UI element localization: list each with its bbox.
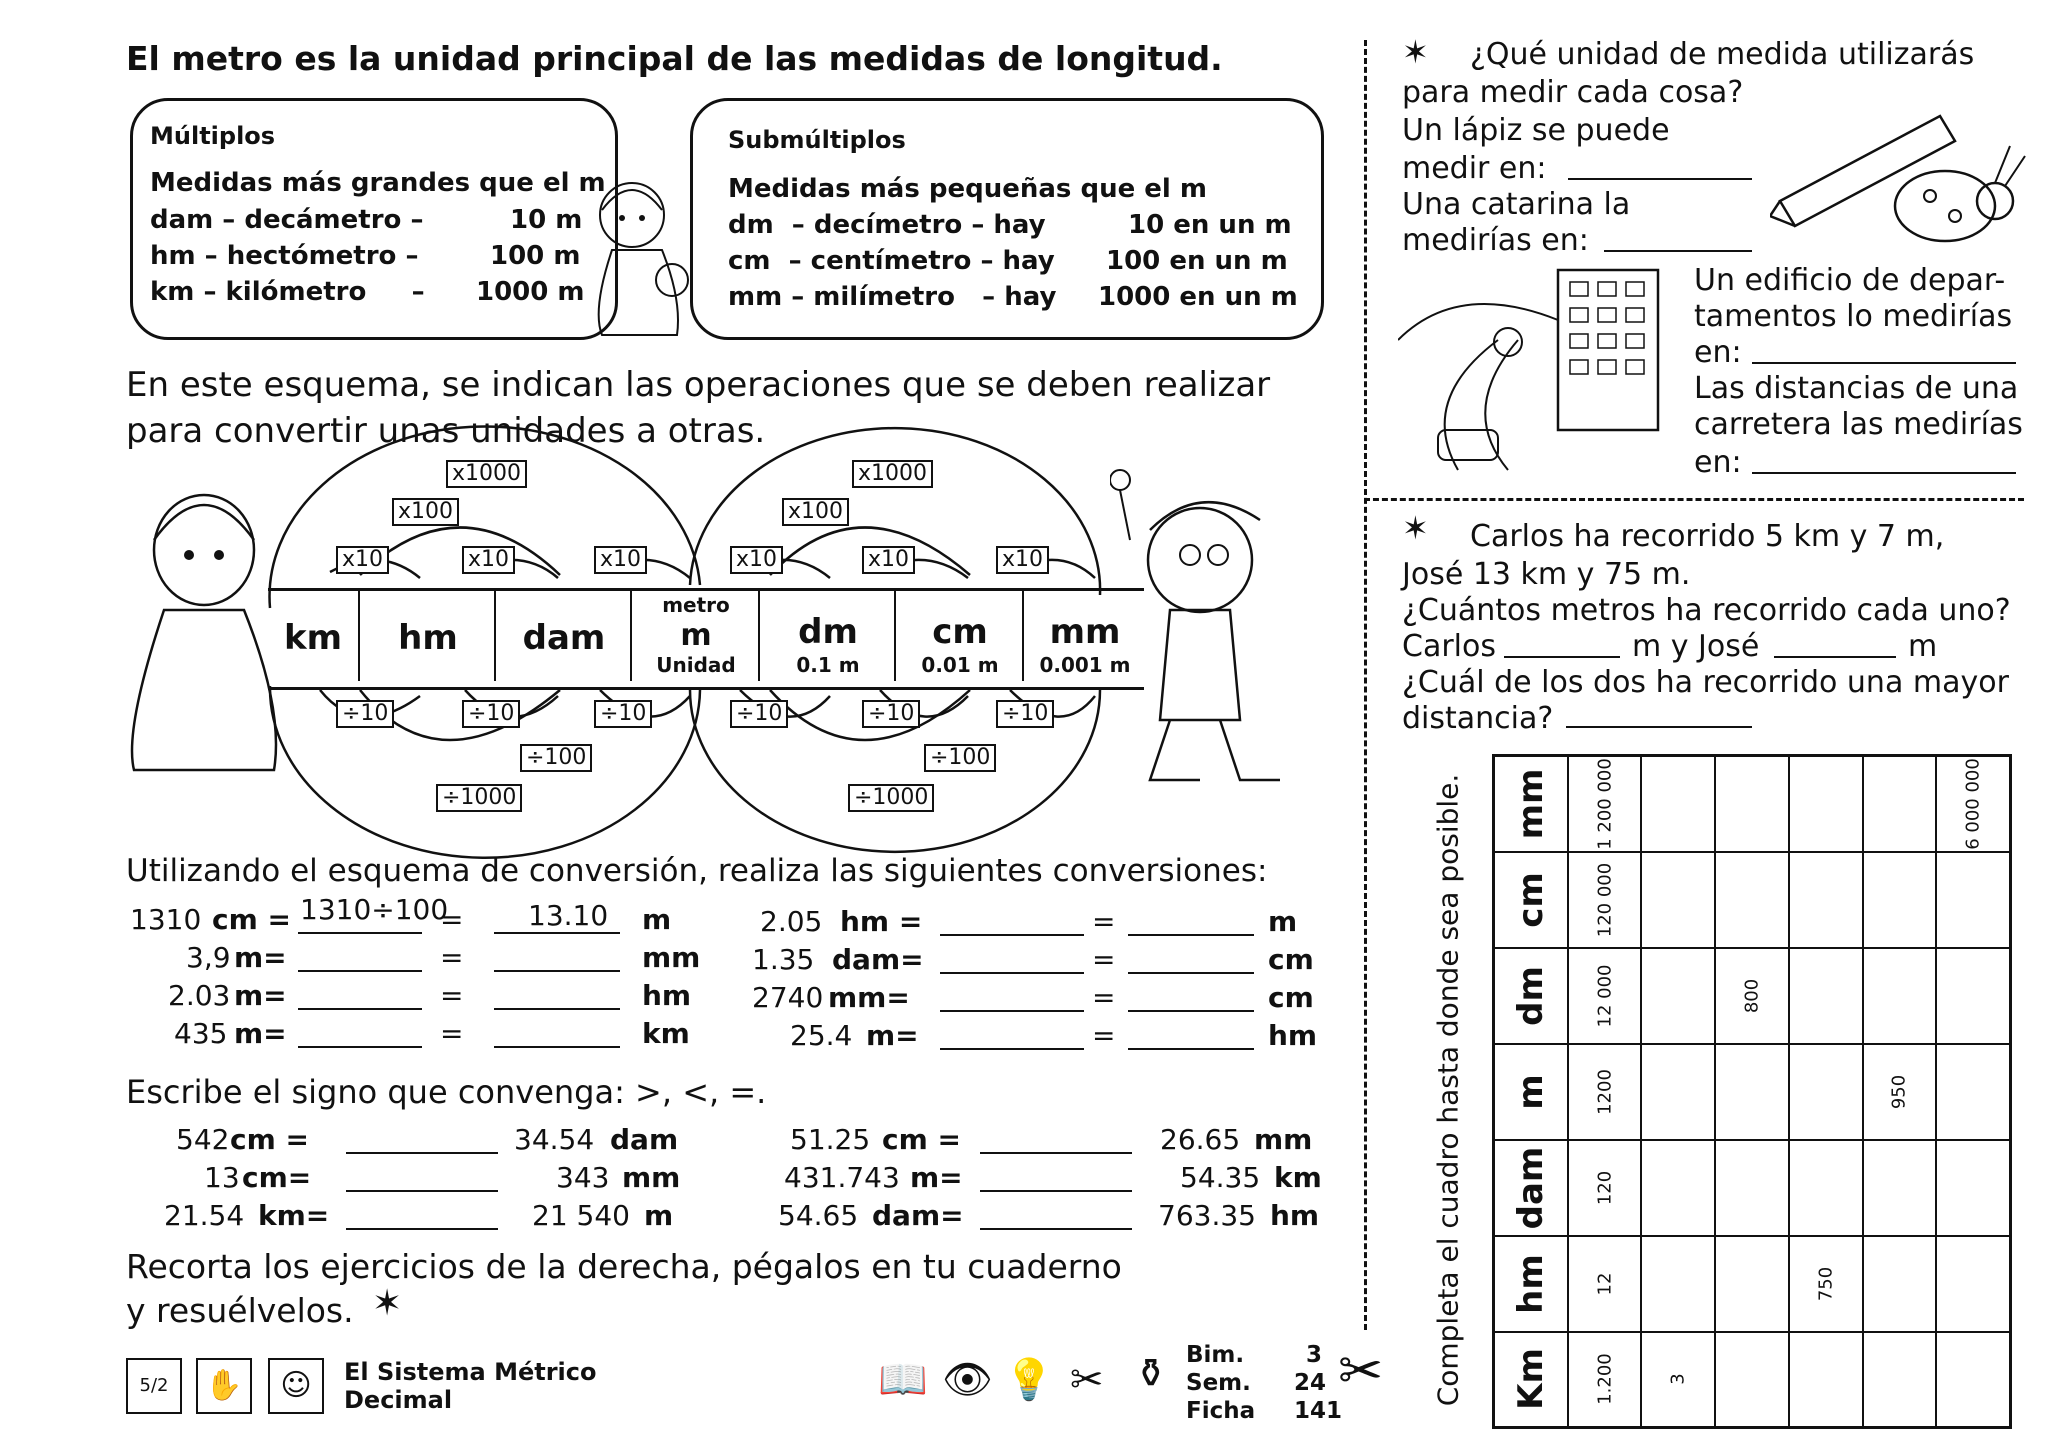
multiples-row-dam-value: 10 m [510,205,583,235]
table-cell[interactable] [1936,948,2010,1044]
tag-x10-cm: x10 [996,546,1049,574]
table-cell[interactable] [1936,1044,2010,1140]
q1-road-line1: Las distancias de una [1694,371,2019,406]
multiples-row-km: km – kilómetro – [150,277,425,307]
table-cell[interactable] [1715,1236,1789,1332]
table-cell[interactable] [1641,756,1715,852]
tag-x10-hm: x10 [462,546,515,574]
scheme-unit-km: km [283,618,343,658]
table-unit-cell: cm [1494,852,1568,948]
q2-line5: ¿Cuál de los dos ha recorrido una mayor [1402,665,2009,700]
main-heading: El metro es la unidad principal de las medidas de longitud. [126,39,1223,78]
submultiples-title: Submúltiplos [728,126,906,154]
table-cell[interactable] [1641,948,1715,1044]
tag-div10-m: ÷10 [594,700,652,728]
tag-div1000-right: ÷1000 [848,784,934,812]
table-cell[interactable]: 120 000 [1568,852,1642,948]
q1-road-line3: en: [1694,445,1742,480]
hand-icon: ✋ [196,1358,252,1414]
table-cell[interactable]: 6 000 000 [1936,756,2010,852]
conversion-table [1492,754,2012,1429]
table-cell[interactable] [1936,1236,2010,1332]
table-cell[interactable]: 3 [1641,1332,1715,1428]
table-cell[interactable] [1715,756,1789,852]
table-unit-cell: m [1494,1044,1568,1140]
tag-div10-mm: ÷10 [996,700,1054,728]
cut-line-vertical [1364,40,1367,1330]
table-unit-cell: dm [1494,948,1568,1044]
q1-line2: para medir cada cosa? [1402,75,1744,110]
person-icon: ☺ [268,1358,324,1414]
tag-x10-km: x10 [336,546,389,574]
table-cell[interactable]: 800 [1715,948,1789,1044]
q2-m-label: m [1908,629,1938,664]
q2-carlos-answer[interactable] [1504,656,1620,658]
table-cell[interactable] [1715,852,1789,948]
q2-cricket-icon: ✶ [1402,509,1429,547]
boy-illustration [1110,460,1300,790]
q1-line1: ¿Qué unidad de medida utilizarás [1470,37,1975,72]
tag-x10-dm: x10 [862,546,915,574]
table-unit-cell: Km [1494,1332,1568,1428]
table-cell[interactable] [1715,1332,1789,1428]
multiples-row-hm-value: 100 m [490,241,581,271]
submultiples-row-mm: mm – milímetro – hay [728,282,1057,312]
table-row [1494,1332,2011,1428]
q2-distance-answer[interactable] [1566,726,1752,728]
table-cell[interactable]: 1.200 [1568,1332,1642,1428]
q2-carlos-label: Carlos [1402,629,1496,664]
idea-icon: 💡 [1004,1357,1054,1403]
q2-line3: ¿Cuántos metros ha recorrido cada uno? [1402,593,2011,628]
multiples-row-km-value: 1000 m [476,277,585,307]
table-cell[interactable] [1641,852,1715,948]
table-cell[interactable] [1863,852,1937,948]
q1-building-answer[interactable] [1752,362,2016,364]
table-cell[interactable]: 950 [1863,1044,1937,1140]
q2-line2: José 13 km y 75 m. [1402,557,1691,592]
q1-building-line1: Un edificio de depar- [1694,263,2006,298]
table-cell[interactable] [1641,1140,1715,1236]
q1-pencil-answer[interactable] [1568,178,1752,180]
table-unit-cell: hm [1494,1236,1568,1332]
table-cell[interactable] [1789,1044,1863,1140]
submultiples-row-dm-value: 10 en un m [1128,210,1292,240]
scheme-unit-dm: dm 0.1 m [758,591,896,681]
table-unit-cell: mm [1494,756,1568,852]
table-cell[interactable]: 1200 [1568,1044,1642,1140]
q2-mid-label: m y José [1632,629,1760,664]
multiples-row-dam: dam – decámetro – [150,205,424,235]
table-cell[interactable] [1863,756,1937,852]
scheme-intro-line1: En este esquema, se indican las operaciones que se deben realizar [126,365,1271,405]
multiples-row-hm: hm – hectómetro – [150,241,419,271]
q1-pencil-line1: Un lápiz se puede [1402,113,1670,148]
tag-x100-left: x100 [392,498,459,526]
scheme-unit-cm: cm 0.01 m [894,591,1024,681]
table-unit-cell: dam [1494,1140,1568,1236]
table-cell[interactable] [1863,1236,1937,1332]
q2-line1: Carlos ha recorrido 5 km y 7 m, [1470,519,1945,554]
pencil-ladybug-illustration [1770,106,2030,256]
conversions-title: Utilizando el esquema de conversión, realiza las siguientes conversiones: [126,853,1268,889]
table-cell[interactable] [1641,1236,1715,1332]
table-cell[interactable]: 12 000 [1568,948,1642,1044]
scissors-icon: ✂ [1070,1357,1104,1403]
tag-x10-dam: x10 [594,546,647,574]
multiples-subtitle: Medidas más grandes que el m [150,168,606,198]
tag-div10-hm: ÷10 [336,700,394,728]
submultiples-subtitle: Medidas más pequeñas que el m [728,174,1207,204]
q1-road-answer[interactable] [1752,472,2016,474]
table-cell[interactable] [1936,852,2010,948]
q2-jose-answer[interactable] [1774,656,1896,658]
q1-road-line2: carretera las medirías [1694,407,2023,442]
footer-title-line2: Decimal [344,1386,453,1414]
q1-ladybug-line2: medirías en: [1402,223,1589,258]
table-row [1494,756,2011,852]
table-row [1494,1236,2011,1332]
table-row [1494,1140,2011,1236]
q1-pencil-line2: medir en: [1402,151,1547,186]
table-row [1494,1044,2011,1140]
cut-scissors-icon: ✂ [1338,1339,1384,1402]
table-cell[interactable] [1641,1044,1715,1140]
submultiples-row-cm-value: 100 en un m [1106,246,1288,276]
cut-line-horizontal [1364,498,2024,501]
table-cell[interactable] [1863,1140,1937,1236]
q1-ladybug-line1: Una catarina la [1402,187,1631,222]
math-fraction-icon: 5/2 [126,1358,182,1414]
table-cell[interactable] [1715,1140,1789,1236]
tag-x1000-right: x1000 [852,460,933,488]
table-cell[interactable]: 12 [1568,1236,1642,1332]
tag-x100-right: x100 [782,498,849,526]
submultiples-row-dm: dm – decímetro – hay [728,210,1046,240]
table-cell[interactable] [1789,1140,1863,1236]
scheme-unit-dam: dam [494,591,632,681]
tag-x1000-left: x1000 [446,460,527,488]
table-cell[interactable] [1863,1332,1937,1428]
tag-div10-cm: ÷10 [862,700,920,728]
q1-building-line3: en: [1694,335,1742,370]
submultiples-row-mm-value: 1000 en un m [1098,282,1298,312]
tag-div100-right: ÷100 [924,744,996,772]
table-cell[interactable] [1715,1044,1789,1140]
table-row [1494,852,2011,948]
signs-title: Escribe el signo que convenga: >, <, =. [126,1073,767,1111]
q1-cricket-icon: ✶ [1402,33,1429,71]
book-icon: 📖 [878,1357,928,1403]
tag-div1000-left: ÷1000 [436,784,522,812]
cutout-cricket-icon: ✶ [372,1283,403,1324]
table-cell[interactable] [1863,948,1937,1044]
tag-div100-left: ÷100 [520,744,592,772]
table-cell[interactable] [1936,1140,2010,1236]
q1-building-line2: tamentos lo medirías [1694,299,2013,334]
tag-div10-dm: ÷10 [730,700,788,728]
table-cell[interactable] [1789,756,1863,852]
glue-icon: ⚱ [1134,1351,1168,1397]
tag-x10-m: x10 [730,546,783,574]
table-caption: Completa el cuadro hasta donde sea posible. [1431,773,1465,1407]
scheme-intro-line2: para convertir unas unidades a otras. [126,411,766,451]
table-cell[interactable]: 1 200 000 [1568,756,1642,852]
scheme-unit-mm: mm 0.001 m [1022,591,1146,681]
footer-title-line1: El Sistema Métrico [344,1358,597,1386]
table-cell[interactable] [1789,852,1863,948]
table-cell[interactable] [1936,1332,2010,1428]
table-cell[interactable] [1789,1332,1863,1428]
table-row [1494,948,2011,1044]
scheme-unit-hm: hm [358,591,496,681]
tag-div10-dam: ÷10 [462,700,520,728]
building-road-illustration [1398,260,1698,480]
table-cell[interactable]: 120 [1568,1140,1642,1236]
q1-ladybug-answer[interactable] [1604,250,1752,252]
cutout-instruction-line1: Recorta los ejercicios de la derecha, pégalos en tu cuaderno [126,1247,1122,1286]
submultiples-row-cm: cm – centímetro – hay [728,246,1055,276]
eye-icon: 👁 [942,1357,993,1403]
princess-illustration [124,480,284,780]
table-cell[interactable]: 750 [1789,1236,1863,1332]
q2-line6: distancia? [1402,701,1554,736]
scheme-unit-m: metro m Unidad [630,591,760,681]
multiples-title: Múltiplos [150,122,276,150]
cutout-instruction-line2: y resuélvelos. [126,1291,354,1330]
table-cell[interactable] [1789,948,1863,1044]
